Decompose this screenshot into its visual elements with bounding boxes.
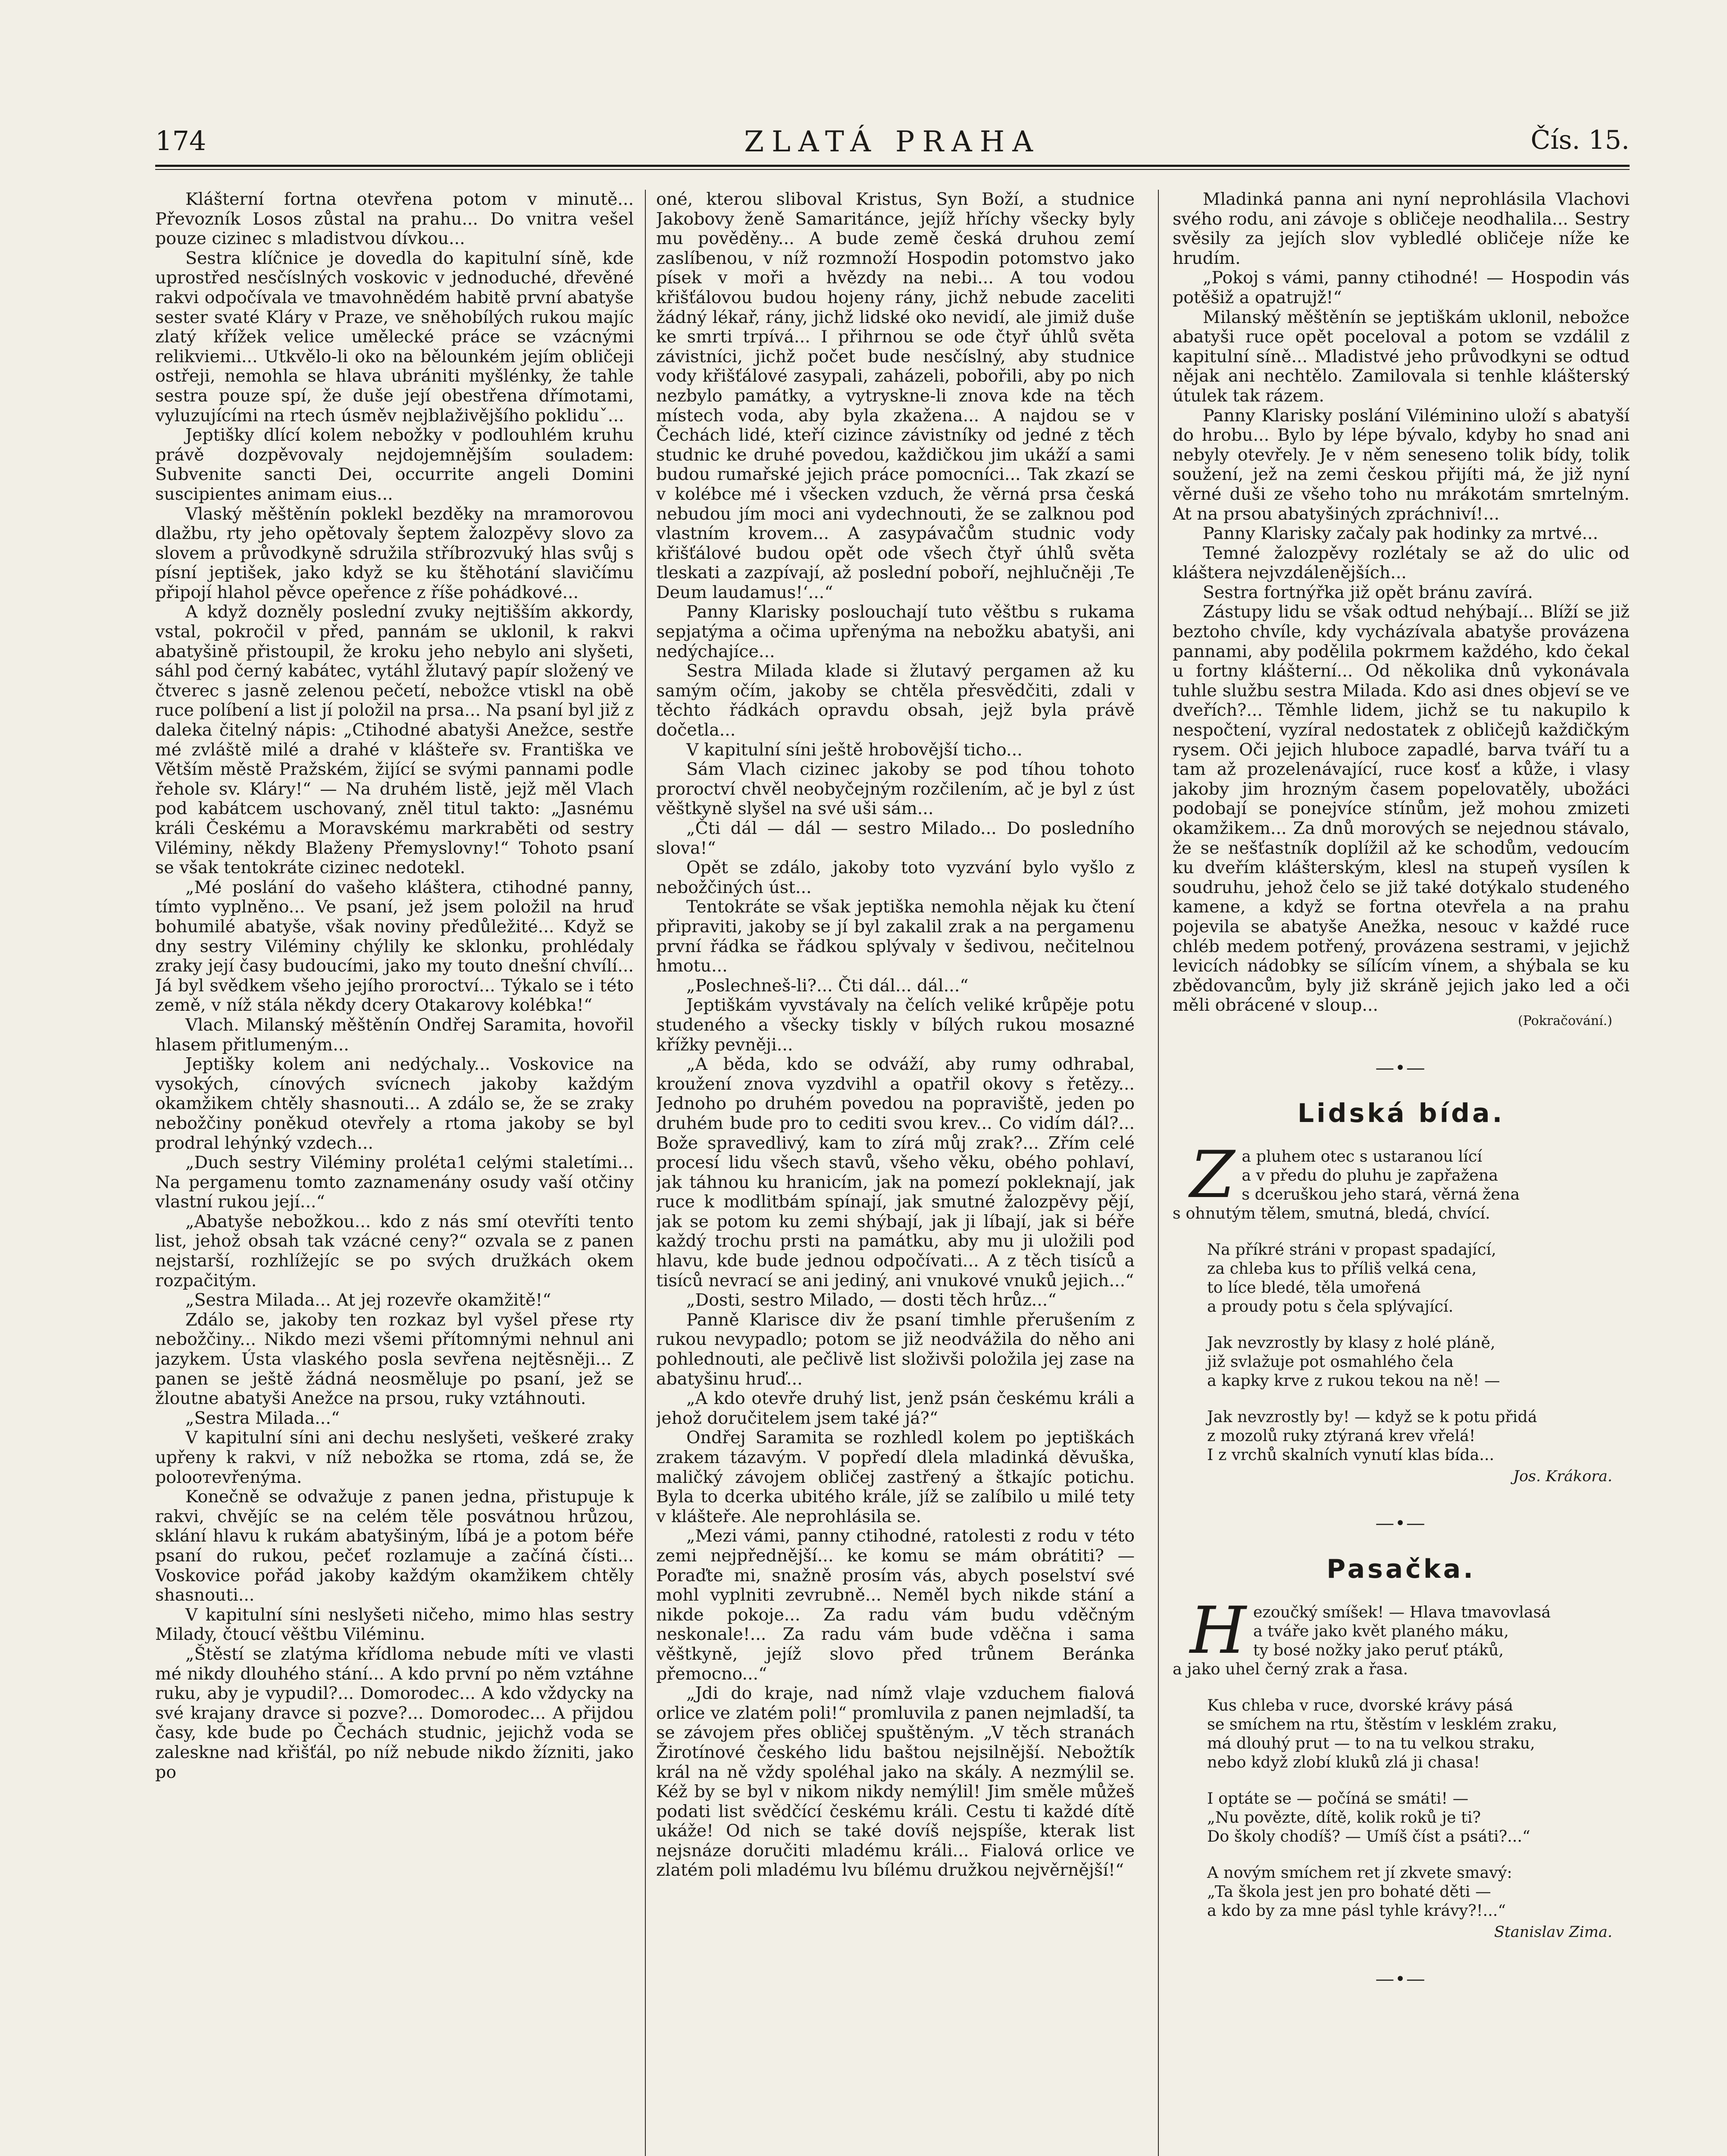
verse-line: ezoučký smíšek! — Hlava tmavovlasá bbox=[1253, 1602, 1551, 1621]
paragraph: Sestra Milada klade si žlutavý pergamen až ku samým očím, jakoby se chtěla přesvědčiti, zdali v těchto řádkách opravdu obsah, jejž byla právě dočetla... bbox=[656, 661, 1135, 740]
paragraph: V kapitulní síni neslyšeti ničeho, mimo hlas sestry Milady, čtoucí věštbu Viléminu. bbox=[155, 1604, 634, 1645]
section-divider: ―•― bbox=[1376, 1514, 1426, 1534]
paragraph: „Sestra Milada...“ bbox=[185, 1408, 340, 1428]
paragraph: „Abatyše nebožkou... kdo z nás smí otevříti tento list, jehož obsah tak vzácné ceny?“ ozvala se z panen nejstarší, rozhlížejíc se po svých družkách okem rozpačitým. bbox=[155, 1211, 634, 1291]
verse-line: má dlouhý prut — to na tu velkou straku, bbox=[1207, 1733, 1535, 1752]
column-3 bbox=[1173, 190, 1630, 2156]
section-divider: ―•― bbox=[1376, 1969, 1426, 1990]
paragraph: Vlaský měštěnín poklekl bezděky na mramorovou dlažbu, rty jeho opětovaly šeptem žalozpěvy slovo za slovem a průvodkyně sdružila stříbrozvuký hlas svůj s písní jeptišek, jako když se ku štěhotání slavičímu připojí hlahol pěvce opeřence z říše pohádkové... bbox=[155, 504, 634, 602]
verse-line: Jak nevzrostly by klasy z holé pláně, bbox=[1207, 1333, 1495, 1352]
header-rule-thin bbox=[155, 169, 1630, 170]
stanza bbox=[1173, 1407, 1630, 1464]
page-header bbox=[155, 116, 1630, 164]
stanza bbox=[1173, 1240, 1630, 1316]
page-number: 174 bbox=[155, 125, 206, 157]
column-divider bbox=[645, 190, 646, 2156]
paragraph: Panny Klarisky začaly pak hodinky za mrtvé... bbox=[1203, 523, 1599, 544]
paragraph: Jeptišky kolem ani nedýchaly... Voskovice na vysokých, cínových svícnech jakoby každým okamžikem chtěly shasnouti... A zdálo se, že se zraky nebožčiny poněkud otevřely a rtoma jakoby se byl prodral lehýnký vzdech... bbox=[155, 1054, 634, 1153]
column-divider bbox=[1158, 190, 1159, 2156]
verse-line: s ohnutým tělem, smutná, bledá, chvící. bbox=[1173, 1203, 1490, 1222]
paragraph: Sestra fortnýřka již opět bránu zavírá. bbox=[1203, 582, 1533, 602]
paragraph: Sám Vlach cizinec jakoby se pod tíhou tohoto proroctví chvěl neobyčejným rozčilením, ač je byl z úst věštkyně slyšel na své uši sám... bbox=[656, 759, 1135, 819]
verse-line: to líce bledé, těla umořená bbox=[1207, 1278, 1421, 1297]
paragraph: „Sestra Milada... At jej rozevře okamžitě!“ bbox=[185, 1290, 551, 1310]
paragraph: „Dosti, sestro Milado, — dosti těch hrůz...“ bbox=[686, 1290, 1057, 1310]
verse-line: za chleba kus to příliš velká cena, bbox=[1207, 1259, 1477, 1278]
verse-line: A novým smíchem ret jí zkvete smavý: bbox=[1207, 1863, 1512, 1882]
paragraph: „Pokoj s vámi, panny ctihodné! — Hospodin vás potěšiž a opatrujž!“ bbox=[1173, 268, 1630, 307]
verse-line: a proudy potu s čela splývající. bbox=[1207, 1297, 1454, 1316]
verse-line: a tváře jako květ planého máku, bbox=[1253, 1621, 1509, 1640]
paragraph: „Poslechneš-li?... Čti dál... dál...“ bbox=[686, 975, 969, 996]
paragraph: Klášterní fortna otevřena potom v minutě... Převozník Losos zůstal na prahu... Do vnitra vešel pouze cizinec s mladistvou dívkou... bbox=[155, 190, 634, 249]
verse-line: Jak nevzrostly by! — když se k potu přidá bbox=[1207, 1407, 1537, 1426]
verse-line: již svlažuje pot osmahlého čela bbox=[1207, 1352, 1454, 1371]
paragraph: „Čti dál — dál — sestro Milado... Do posledního slova!“ bbox=[656, 818, 1135, 858]
verse-line: „Ta škola jest jen pro bohaté děti — bbox=[1207, 1882, 1491, 1901]
stanza bbox=[1173, 1863, 1630, 1920]
paragraph: Temné žalozpěvy rozlétaly se až do ulic od kláštera nejvzdálenějších... bbox=[1173, 543, 1630, 583]
poem-title: Lidská bída. bbox=[1297, 1098, 1505, 1129]
verse-line: Do školy chodíš? — Umíš číst a psáti?...“ bbox=[1207, 1827, 1530, 1846]
paragraph: Milanský měštěnín se jeptiškám uklonil, nebožce abatyši ruce opět poceloval a potom se vzdálil z kapitulní síně... Mladistvé jeho průvodkyni se odtud nějak ani nechtělo. Zamilovala si tenhle klášterský útulek tak rázem. bbox=[1173, 307, 1630, 406]
paragraph: „Mezi vámi, panny ctihodné, ratolesti z rodu v této zemi nejpřednější... ke komu se mám obrátiti? — Poraďte mi, snažně prosím vás, abych poselství své mohl vyplniti zevrubně... Neměl bych nikde stání a nikde pokoje... Za radu vám budu vděčným neskonale!... Za radu vám bude vděčna i sama věštkyně, jejíž slovo před trůnem Beránka přemocno...“ bbox=[656, 1526, 1135, 1684]
paragraph: „Štěstí se zlatýma křídloma nebude míti ve vlasti mé nikdy dlouhého stání... A kdo první po něm vztáhne ruku, aby je vypudil?... Domorodec... A kdo vždycky na své krajany dravce si pozve?... Domorodec... A přijdou časy, kde bude po Čechách studnic, jejichž voda se zaleskne nad křišťál, po níž nebude nikdo žízniti, jako po bbox=[155, 1644, 634, 1782]
stanza bbox=[1173, 1137, 1630, 1223]
paragraph: „A kdo otevře druhý list, jenž psán českému králi a jehož doručitelem jsem také já?“ bbox=[656, 1388, 1135, 1428]
paragraph: V kapitulní síni ještě hrobovější ticho... bbox=[686, 740, 1023, 760]
stanza bbox=[1173, 1696, 1630, 1772]
section-divider: ―•― bbox=[1376, 1058, 1426, 1078]
column-1 bbox=[155, 190, 634, 2156]
verse-line: ty bosé nožky jako peruť ptáků, bbox=[1253, 1640, 1504, 1659]
paragraph: Sestra klíčnice je dovedla do kapitulní síně, kde uprostřed nesčíslných voskovic v jednoduché, dřevěné rakvi odpočívala ve tmavohnědém habitě první abatyše sester svaté Kláry v Praze, ve sněhobílých rukou majíc zlatý křížek velice umělecké práce se vzácnými relikviemi... Utkvělo-li oko na bělounkém jejím obličeji ostřeji, nemohla se hlava ubrániti myšlénky, že tahle sestra pouze spí, že duše její obestřena dřímotami, vyluzujícími na rtech úsměv nejblaživějšího pokliduˇ... bbox=[155, 248, 634, 426]
paragraph: Vlach. Milanský měštěnín Ondřej Saramita, hovořil hlasem přitlumeným... bbox=[155, 1015, 634, 1055]
paragraph: A když dozněly poslední zvuky nejtišším akkordy, vstal, pokročil v před, pannám se uklonil, k rakvi abatyšině přistoupil, že kroku jeho nebylo ani slyšeti, sáhl pod černý kabátec, vytáhl žlutavý papír složený ve čtverec s jasně zelenou pečetí, nebožce vtiskl na obě ruce políbení a list jí položil na prsa... Na psaní byl již z daleka čitelný nápis: „Ctihodné abatyši Anežce, sestře mé zvláště milé a drahé v klášteře sv. Františka ve Větším městě Pražském, žijící se svými pannami podle řehole sv. Kláry!“ — Na druhém listě, jejž měl Vlach pod kabátcem uschovaný, zněl titul takto: „Jasnému králi Českému a Moravskému markraběti od sestry Viléminy, někdy Blaženy Přemyslovny!“ Tohoto psaní se však tentokráte cizinec nedotekl. bbox=[155, 602, 634, 878]
poem-author: Jos. Krákora. bbox=[1513, 1467, 1612, 1485]
paragraph: „A běda, kdo se odváží, aby rumy odhrabal, kroužení znova vyzdvihl a opatřil okovy s řetězy... Jednoho po druhém povedou na popraviště, jeden po druhém bude pro to cediti svou krev... Co vidím dál?... Bože spravedlivý, kam to zírá můj zrak?... Zřím celé procesí lidu všech stavů, všeho věku, obého pohlaví, jak táhnou ku hranicím, jak na pomezí pokleknají, jak ruce k modlitbám spínají, jak smutné žalozpěvy pějí, jak se potom ku zemi shýbají, jak ji líbají, jak si béře každý trochu prsti na památku, aby mu ji uložili pod hlavu, kde bude jednou odpočívati... A z těch tisíců a tisíců nevrací se ani jediný, ani vnukové vnuků jejich...“ bbox=[656, 1054, 1135, 1291]
verse-line: Na příkré stráni v propast spadající, bbox=[1207, 1240, 1496, 1259]
paragraph: Panny Klarisky poslouchají tuto věštbu s rukama sepjatýma a očima upřenýma na nebožku abatyši, ani nedýchajíce... bbox=[656, 602, 1135, 661]
verse-line: a jako uhel černý zrak a řasa. bbox=[1173, 1659, 1408, 1678]
header-rule bbox=[155, 165, 1630, 167]
paragraph: Jeptiškám vyvstávaly na čelích veliké krůpěje potu studeného a všecky tiskly v bílých rukou mosazné křížky pevněji... bbox=[656, 995, 1135, 1055]
verse-line: a pluhem otec s ustaranou lící bbox=[1242, 1147, 1483, 1166]
column-2 bbox=[656, 190, 1135, 2156]
stanza bbox=[1173, 1333, 1630, 1390]
paragraph: Opět se zdálo, jakoby toto vyzvání bylo vyšlo z nebožčiných úst... bbox=[656, 858, 1135, 897]
paragraph: Zdálo se, jakoby ten rozkaz byl vyšel přese rty nebožčiny... Nikdo mezi všemi přítomnými nehnul ani jazykem. Ústa vlaského posla sevřena nejtěsněji... Z panen se ještě žádná neosměluje po psaní, jež se žloutne abatyši Anežce na prsou, ruky vztáhnouti. bbox=[155, 1310, 634, 1409]
verse-line: I optáte se — počíná se smáti! — bbox=[1207, 1789, 1469, 1808]
paragraph: Mladinká panna ani nyní neprohlásila Vlachovi svého rodu, ani závoje s obličeje neodhalila... Sestry svěsily za jejích slov vybledlé obličeje níže ke hrudím. bbox=[1173, 190, 1630, 268]
verse-line: nebo když zlobí kluků zlá ji chasa! bbox=[1207, 1752, 1480, 1771]
paragraph: oné, kterou sliboval Kristus, Syn Boží, a studnice Jakobovy ženě Samaritánce, jejíž hříchy všecky byly mu pověděny... A bude země česká druhou zemí zaslíbenou, v níž rozmnoží Hospodin potomstvo jako písek v moři a hvězdy na nebi... A tou vodou křišťálovou budou hojeny rány, jichž nebude zaceliti žádný lékař, rány, jichž lidské oko nevidí, ale jimiž duše ke smrti trpívá... I přihrnou se ode čtyř úhlů světa závistníci, jichž počet bude nesčíslný, aby studnice vody křišťálové zasypali, zaházeli, pobořili, aby po nich nezbylo památky, a vytryskne-li znova kde na těch místech voda, aby byla zkažena... A najdou se v Čechách lidé, kteří cizince závistníky od jedné z těch studnic ke druhé povedou, každičkou jim ukáží a sami budou rumařské jejich práce pomocníci... Tak zkazí se v kolébce mé i všecken vzduch, že věrná prsa česká nebudou jím moci ani vydechnouti, že se zalknou pod vlastním krovem... A zasypávačům studnic vody křišťálové budou opět ode všech čtyř úhlů světa tleskati a zazpívají, až poslední poboří, nejhlučněji ‚Te Deum laudamus!‘...“ bbox=[656, 190, 1135, 602]
journal-title: ZLATÁ PRAHA bbox=[744, 125, 1041, 158]
verse-line: „Nu povězte, dítě, kolik roků je ti? bbox=[1207, 1808, 1481, 1827]
paragraph: „Mé poslání do vašeho kláštera, ctihodné panny, tímto vyplněno... Ve psaní, jež jsem položil na hruď bohumilé abatyše, však noviny předůležité... Když se dny sestry Viléminy chýlily ke sklonku, prohlédaly zraky její časy budoucími, jako my touto dnešní chvílí... Já byl svědkem všeho jejího proroctví... Týkalo se i této země, v níž stála někdy dcery Otakarovy kolébka!“ bbox=[155, 877, 634, 1015]
issue-number: Čís. 15. bbox=[1530, 125, 1630, 155]
paragraph: Konečně se odvažuje z panen jedna, přistupuje k rakvi, chvějíc se na celém těle posvátnou hrůzou, sklání hlavu k rukám abatyšiným, líbá je a potom béře psaní do rukou, pečeť rozlamuje a začíná čísti... Voskovice pořád jakoby každým okamžikem chtěly shasnouti... bbox=[155, 1487, 634, 1605]
drop-cap: Z bbox=[1190, 1137, 1235, 1213]
paragraph: Panny Klarisky poslání Viléminino uloží s abatyší do hrobu... Bylo by lépe bývalo, kdyby ho snad ani nebyly otevřely. Je v něm seneseno tolik bídy, tolik soužení, jež na zemi českou přijíti má, že již nyní věrné duši ze všeho toho nu mrákotám smrtelným. At na prsou abatyšiných zpráchniví!... bbox=[1173, 405, 1630, 524]
verse-line: a kdo by za mne pásl tyhle krávy?!...“ bbox=[1207, 1901, 1506, 1920]
poem-author: Stanislav Zima. bbox=[1494, 1923, 1612, 1941]
poem-pasacka bbox=[1173, 1554, 1630, 1942]
verse-line: a kapky krve z rukou tekou na ně! — bbox=[1207, 1371, 1500, 1390]
paragraph: „Duch sestry Viléminy proléta1 celými staletími... Na pergamenu tomto zaznamenány osudy vaší otčiny vlastní rukou její...“ bbox=[155, 1153, 634, 1212]
verse-line: a v předu do pluhu je zapřažena bbox=[1242, 1166, 1498, 1185]
paragraph: V kapitulní síni ani dechu neslyšeti, veškeré zraky upřeny k rakvi, v níž nebožka se rtoma, zdá se, že poloотevřenýma. bbox=[155, 1428, 634, 1487]
paragraph: Tentokráte se však jeptiška nemohla nějak ku čtení připraviti, jakoby se jí byl zakalil zrak a na pergamenu první řádka se řádkou splývaly v šedivou, nečitelnou hmotu... bbox=[656, 897, 1135, 976]
verse-line: se smíchem na rtu, štěstím v lesklém zraku, bbox=[1207, 1714, 1558, 1733]
poem-lidska-bida bbox=[1173, 1098, 1630, 1486]
verse-line: s dceruškou jeho stará, věrná žena bbox=[1242, 1185, 1520, 1203]
continuation-note: (Pokračování.) bbox=[1518, 1013, 1612, 1028]
drop-cap: H bbox=[1190, 1593, 1246, 1668]
paragraph: „Jdi do kraje, nad nímž vlaje vzduchem fialová orlice ve zlatém poli!“ promluvila z panen nejmladší, ta se závojem přes obličej spuštěným. „V těch stranách Žirotínové českého lidu baštou nejsilnější. Nebožtík král na ně vždy spoléhal jako na skály. A nezmýlil se. Kéž by se byl v nikom nikdy nemýlil! Jim směle můžeš podati list svědčící českému králi. Cestu ti každé dítě ukáže! Od nich se také dovíš nejspíše, kterak list nejsnáze doručiti mladému králi... Fialová orlice ve zlatém poli mladému lvu bílému družkou nejvěrnější!“ bbox=[656, 1683, 1135, 1880]
paragraph: Jeptišky dlící kolem nebožky v podlouhlém kruhu právě dozpěvovaly nejdojemnějším souladem: Subvenite sancti Dei, occurrite angeli Domini suscipientes animam eius... bbox=[155, 425, 634, 504]
stanza bbox=[1173, 1789, 1630, 1846]
verse-line: z mozolů ruky ztýraná krev vřelá! bbox=[1207, 1426, 1476, 1445]
poem-title: Pasačka. bbox=[1327, 1554, 1476, 1584]
verse-line: Kus chleba v ruce, dvorské krávy pásá bbox=[1207, 1695, 1513, 1714]
verse-line: I z vrchů skalních vynutí klas bída... bbox=[1207, 1445, 1495, 1464]
paragraph: Zástupy lidu se však odtud nehýbají... Blíží se již beztoho chvíle, kdy vycházívala abatyše provázena pannami, aby podělila pokrmem každého, kdo čekal u fortny klášterní... Od několika dnů vykonávala tuhle službu sestra Milada. Kdo asi dnes objeví se ve dveřích?... Těmhle lidem, jichž se tu nakupilo k nespočtení, vyzíral nedostatek z obličejů každičkým rysem. Oči jejich hluboce zapadlé, barva tváří tu a tam až prozelenávající, ruce kosť a kůže, i vlasy jakoby jim hrozným časem popelovatěly, ubožáci podobají se ponejvíce stínům, jež mohou zmizeti okamžikem... Za dnů morových se nejednou stávalo, že se nešťastník doplížil až ke schodům, vedoucím ku dveřím klášterským, klesl na stupeň vysílen k soudruhu, jehož čelo se již také dotýkalo studeného kamene, a když se fortna otevřela a na prahu pojevila se abatyše Anežka, nesouc v každé ruce chléb medem potřený, provázena sestrami, v jejichž levicích nádobky se sílícím vínem, a shýbala se ku zbědovancům, byly již skráně jejich jako led a oči měli obrácené v sloup... bbox=[1173, 602, 1630, 1015]
paragraph: Ondřej Saramita se rozhledl kolem po jeptiškách zrakem tázavým. V popředí dlela mladinká děvuška, maličký závojem obličej zastřený a štkajíc potichu. Byla to dcerka ubitého krále, jíž se zalíbilo u milé tety v klášteře. Ale neprohlásila se. bbox=[656, 1428, 1135, 1526]
paragraph: Panně Klarisce div že psaní timhle přerušením z rukou nevypadlo; potom se již neodvážila do něho ani pohlednouti, ale pečlivě list složivši položila jej zase na abatyšinu hruď... bbox=[656, 1310, 1135, 1389]
